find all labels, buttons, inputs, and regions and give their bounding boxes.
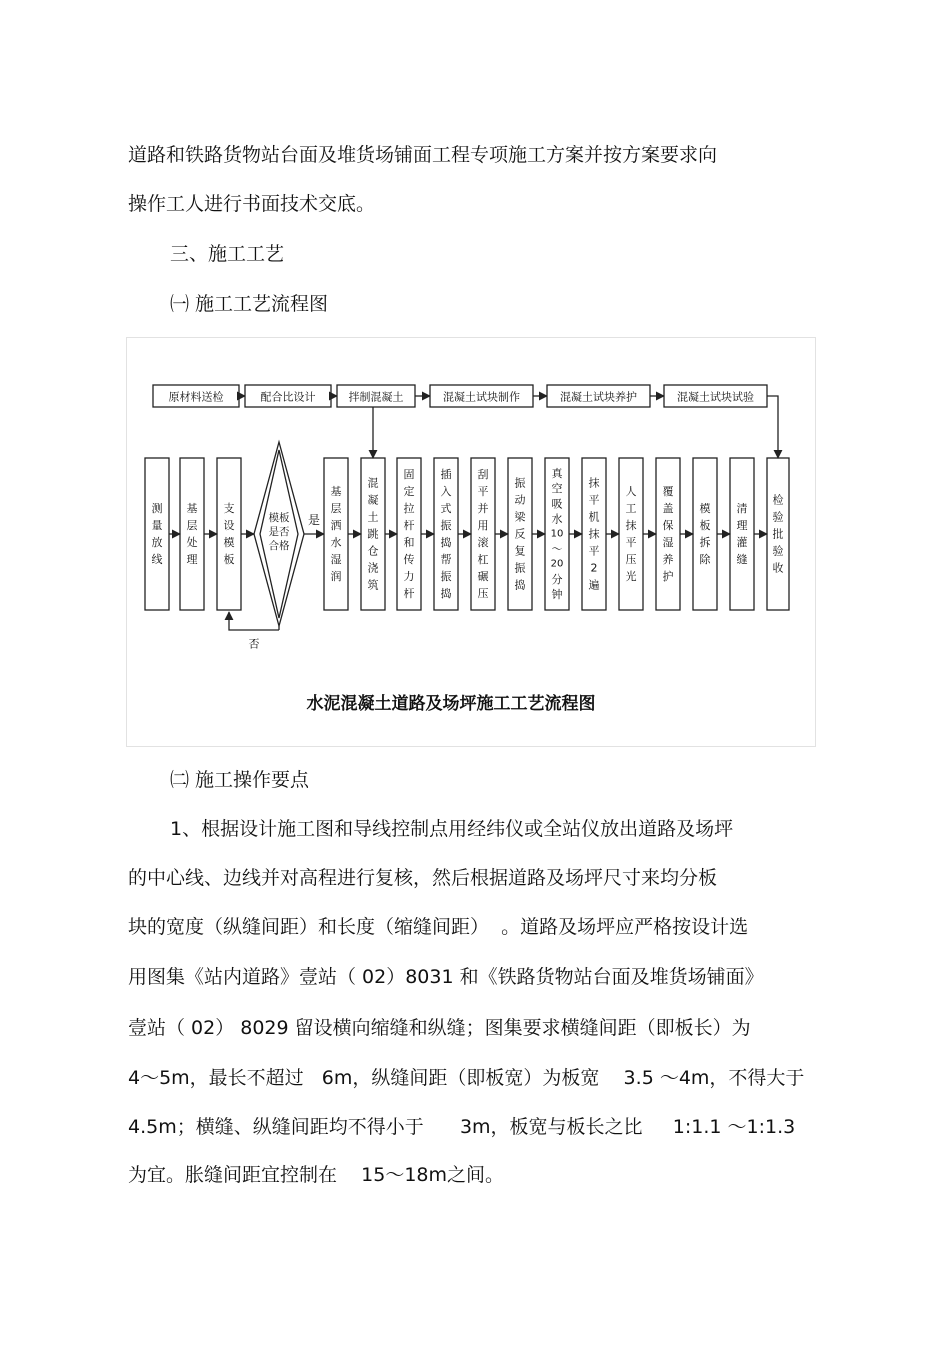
paragraph-line: 4～5m，最长不超过 6m，纵缝间距（即板宽）为板宽 3.5 ～4m，不得大于 [128, 1067, 805, 1089]
process-step-char: 刮 [477, 468, 489, 481]
process-step-char: 浇 [367, 561, 379, 575]
top-step-label: 混凝土试块养护 [560, 390, 637, 404]
process-step-char: 洒 [330, 519, 342, 532]
sub-heading: ㈡ 施工操作要点 [170, 769, 310, 791]
process-step-char: 湿 [662, 536, 674, 549]
process-step-char: 抹 [588, 527, 600, 541]
process-step-char: 验 [772, 510, 784, 524]
process-step-char: 杠 [477, 553, 489, 566]
process-step-char: 式 [440, 502, 452, 515]
process-step-char: 保 [662, 519, 674, 532]
process-step-char: 2 [590, 561, 598, 575]
process-step-char: 分 [551, 572, 563, 586]
decision-label: 模板 [268, 512, 290, 524]
process-step-char: 测 [151, 502, 163, 515]
process-step-char: 养 [662, 553, 674, 566]
process-step-char: 杆 [403, 587, 415, 600]
process-step-char: 盖 [662, 502, 674, 515]
process-step-char: 钟 [551, 587, 563, 601]
top-step-label: 混凝土试块制作 [443, 390, 520, 404]
process-step-char: 并 [477, 502, 489, 515]
process-step-char: 层 [186, 519, 198, 532]
process-step-char: 振 [514, 561, 526, 575]
process-step-char: 平 [625, 536, 637, 549]
process-step-char: 空 [551, 482, 563, 496]
process-step-char: 设 [223, 519, 235, 532]
process-step-char: 灌 [736, 536, 748, 549]
process-step-char: 捣 [514, 578, 526, 592]
process-step-char: 捣 [440, 587, 452, 600]
process-step-char: 验 [772, 544, 784, 558]
process-step-char: 基 [330, 485, 342, 498]
process-step-char: 模 [223, 536, 235, 549]
process-step-char: 杆 [403, 519, 415, 532]
process-step-char: 动 [514, 493, 526, 507]
process-step-char: 覆 [662, 485, 674, 498]
process-step-char: 拉 [403, 502, 415, 515]
process-step-box [217, 458, 241, 610]
process-step-box [656, 458, 680, 610]
no-label: 否 [248, 637, 260, 651]
paragraph-line: 1、根据设计施工图和导线控制点用经纬仪或全站仪放出道路及场坪 [170, 818, 734, 840]
process-step-char: 碾 [477, 570, 489, 583]
process-step-char: 凝 [367, 493, 379, 507]
process-step-char: 平 [588, 544, 600, 558]
process-step-char: 振 [440, 570, 452, 583]
process-step-char: 传 [403, 553, 415, 566]
paragraph-line: 块的宽度（纵缝间距）和长度（缩缝间距） 。道路及场坪应严格按设计选 [128, 916, 749, 938]
process-step-char: 清 [736, 502, 748, 515]
process-step-char: 20 [550, 558, 564, 570]
yes-label: 是 [307, 513, 321, 527]
process-step-char: 水 [330, 536, 342, 549]
process-step-char: 真 [551, 467, 563, 481]
process-step-char: 帮 [440, 553, 452, 566]
process-step-char: 基 [186, 502, 198, 515]
process-step-char: 量 [151, 519, 163, 532]
process-step-char: 压 [477, 587, 489, 600]
top-step-label: 拌制混凝土 [348, 390, 404, 404]
process-step-char: 土 [367, 510, 379, 524]
process-step-char: ～ [551, 542, 563, 556]
top-step-label: 原材料送检 [168, 390, 224, 404]
process-step-char: 捣 [440, 536, 452, 549]
top-step-label: 混凝土试块试验 [677, 390, 754, 404]
decision-label: 是否 [268, 526, 290, 538]
process-step-char: 层 [330, 502, 342, 515]
process-step-char: 模 [699, 502, 711, 515]
process-step-char: 跳 [367, 527, 379, 541]
process-step-char: 和 [403, 536, 415, 549]
process-step-char: 理 [736, 519, 748, 532]
process-step-char: 板 [699, 519, 711, 532]
process-step-char: 遍 [588, 578, 600, 592]
process-step-char: 抹 [588, 476, 600, 490]
process-step-char: 入 [440, 485, 452, 498]
process-step-char: 固 [403, 468, 415, 481]
process-step-char: 用 [477, 519, 489, 532]
flowchart-caption: 水泥混凝土道路及场坪施工工艺流程图 [306, 694, 596, 714]
sub-heading: ㈠ 施工工艺流程图 [170, 293, 329, 315]
process-step-box [145, 458, 169, 610]
process-step-char: 人 [625, 485, 637, 498]
process-step-char: 放 [151, 536, 163, 549]
process-step-char: 线 [151, 553, 163, 566]
process-step-char: 湿 [330, 553, 342, 566]
process-step-char: 处 [186, 536, 198, 549]
process-step-char: 板 [223, 553, 235, 566]
process-step-char: 工 [625, 502, 637, 515]
process-step-box [693, 458, 717, 610]
process-step-char: 插 [440, 468, 452, 481]
process-step-char: 水 [551, 512, 563, 526]
process-step-char: 振 [440, 519, 452, 532]
process-step-char: 支 [223, 502, 235, 515]
process-step-char: 拆 [699, 536, 711, 549]
process-step-char: 平 [588, 493, 600, 507]
process-step-char: 收 [772, 561, 784, 575]
process-step-char: 批 [772, 527, 784, 541]
paragraph-line: 4.5m；横缝、纵缝间距均不得小于 3m，板宽与板长之比 1:1.1 ～1:1.3 [128, 1116, 796, 1138]
process-step-char: 检 [772, 493, 784, 507]
process-step-char: 滚 [477, 536, 489, 549]
process-step-char: 吸 [551, 497, 563, 511]
top-step-label: 配合比设计 [260, 390, 316, 404]
paragraph-line: 壹站（ 02） 8029 留设横向缩缝和纵缝；图集要求横缝间距（即板长）为 [128, 1017, 751, 1039]
process-step-char: 机 [588, 510, 600, 524]
paragraph-line: 操作工人进行书面技术交底。 [128, 193, 376, 215]
no-loop-arrow [229, 612, 279, 630]
process-step-char: 除 [699, 553, 711, 566]
process-step-char: 振 [514, 476, 526, 490]
decision-label: 合格 [268, 540, 290, 552]
paragraph-line: 道路和铁路货物站台面及堆货场铺面工程专项施工方案并按方案要求向 [128, 144, 718, 166]
process-step-char: 反 [514, 527, 526, 541]
section-heading: 三、施工工艺 [170, 243, 285, 265]
process-step-box [324, 458, 348, 610]
process-step-char: 梁 [514, 510, 526, 524]
process-step-char: 混 [367, 476, 379, 490]
paragraph-line: 为宜。胀缝间距宜控制在 15～18m之间。 [128, 1164, 505, 1186]
process-step-char: 平 [477, 485, 489, 498]
process-step-char: 抹 [625, 519, 637, 532]
process-step-char: 力 [403, 570, 415, 583]
paragraph-line: 用图集《站内道路》壹站（ 02）8031 和《铁路货物站台面及堆货场铺面》 [128, 966, 764, 988]
process-step-char: 理 [186, 553, 198, 566]
process-step-char: 定 [403, 485, 415, 498]
paragraph-line: 的中心线、边线并对高程进行复核，然后根据道路及场坪尺寸来均分板 [128, 867, 718, 889]
process-step-char: 光 [625, 570, 637, 583]
flowchart [127, 338, 815, 746]
process-step-char: 压 [625, 553, 637, 566]
process-step-box [730, 458, 754, 610]
process-step-box [180, 458, 204, 610]
process-step-char: 10 [550, 528, 564, 540]
flowchart-figure [126, 337, 816, 747]
process-step-char: 筑 [367, 578, 379, 592]
process-step-char: 护 [662, 570, 674, 583]
process-step-char: 缝 [736, 553, 748, 566]
process-step-char: 润 [330, 570, 342, 583]
flow-arrow [767, 396, 778, 458]
process-step-char: 仓 [367, 544, 379, 558]
process-step-box [619, 458, 643, 610]
process-step-char: 复 [514, 544, 526, 558]
